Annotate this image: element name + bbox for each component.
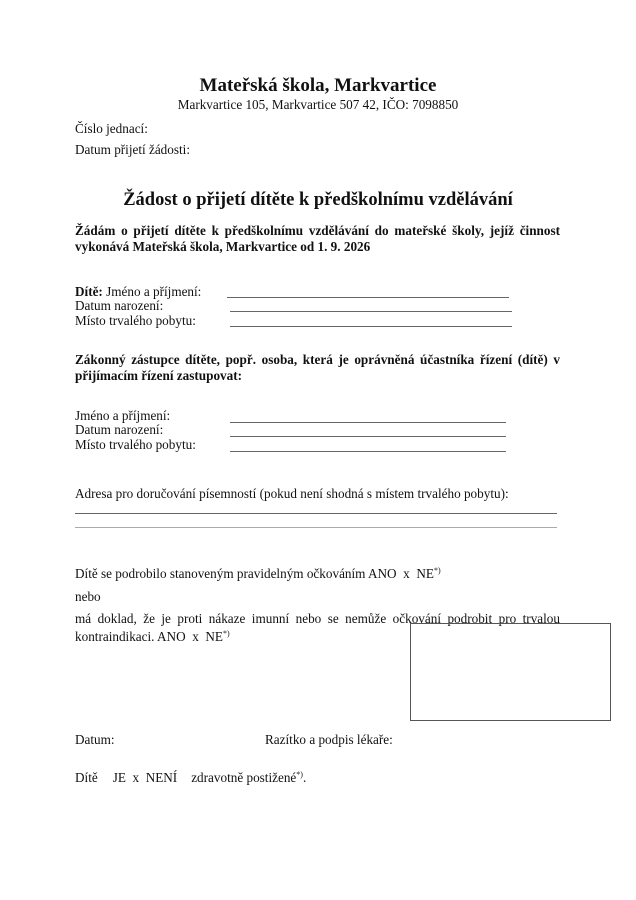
- health-footnote: *): [296, 770, 303, 779]
- child-name-label: Jméno a příjmení:: [106, 284, 202, 299]
- date-label: Datum:: [75, 732, 115, 747]
- child-birth-label: Datum narození:: [75, 298, 164, 313]
- guardian-birth-label: Datum narození:: [75, 422, 164, 437]
- vaccination-statement-text: Dítě se podrobilo stanoveným pravidelným očkováním ANO x NE: [75, 566, 434, 581]
- immunity-footnote: *): [222, 629, 230, 638]
- child-residence-label: Místo trvalého pobytu:: [75, 313, 196, 328]
- request-text: Žádám o přijetí dítěte k předškolnímu vzdělávání do mateřské školy, jejíž činnost vykonává Mateřská škola, Markvartice od 1. 9. 2026: [75, 223, 560, 254]
- health-end: .: [302, 770, 307, 785]
- health-child-word: Dítě: [75, 770, 98, 785]
- form-title: Žádost o přijetí dítěte k předškolnímu vzdělávání: [123, 190, 513, 210]
- delivery-address-field-1[interactable]: [75, 513, 557, 514]
- guardian-residence-label: Místo trvalého pobytu:: [75, 437, 196, 452]
- child-name-field[interactable]: [227, 297, 509, 298]
- guardian-name-field[interactable]: [230, 422, 506, 423]
- delivery-address-label: Adresa pro doručování písemností (pokud není shodná s místem trvalého pobytu):: [75, 486, 509, 501]
- health-text: zdravotně postižené: [191, 770, 297, 785]
- doctor-signature-label: Razítko a podpis lékaře:: [265, 732, 393, 747]
- health-statement: [75, 770, 306, 786]
- guardian-name-label: Jméno a příjmení:: [75, 408, 171, 423]
- guardian-heading: Zákonný zástupce dítěte, popř. osoba, která je oprávněná účastníka řízení (dítě) v přijímacím řízení zastupovat:: [75, 352, 560, 383]
- school-name: Mateřská škola, Markvartice: [199, 75, 437, 96]
- guardian-residence-field[interactable]: [230, 451, 506, 452]
- or-text: nebo: [75, 589, 101, 604]
- reference-number-label: Číslo jednací:: [75, 121, 148, 136]
- child-birth-field[interactable]: [230, 311, 512, 312]
- health-options: JE x NENÍ: [112, 770, 178, 785]
- child-prefix: Dítě:: [75, 284, 103, 299]
- received-date-label: Datum přijetí žádosti:: [75, 142, 190, 157]
- doctor-stamp-box[interactable]: [410, 623, 611, 721]
- school-address: Markvartice 105, Markvartice 507 42, IČO: 7098850: [177, 97, 459, 112]
- guardian-birth-field[interactable]: [230, 436, 506, 437]
- immunity-text: má doklad, že je proti nákaze imunní nebo se nemůže očkování podrobit pro trvalou kontraindikaci. ANO x NE: [75, 611, 564, 644]
- child-residence-field[interactable]: [230, 326, 512, 327]
- vaccination-statement: [75, 566, 441, 582]
- vaccination-footnote: *): [433, 566, 441, 575]
- delivery-address-field-2[interactable]: [75, 527, 557, 528]
